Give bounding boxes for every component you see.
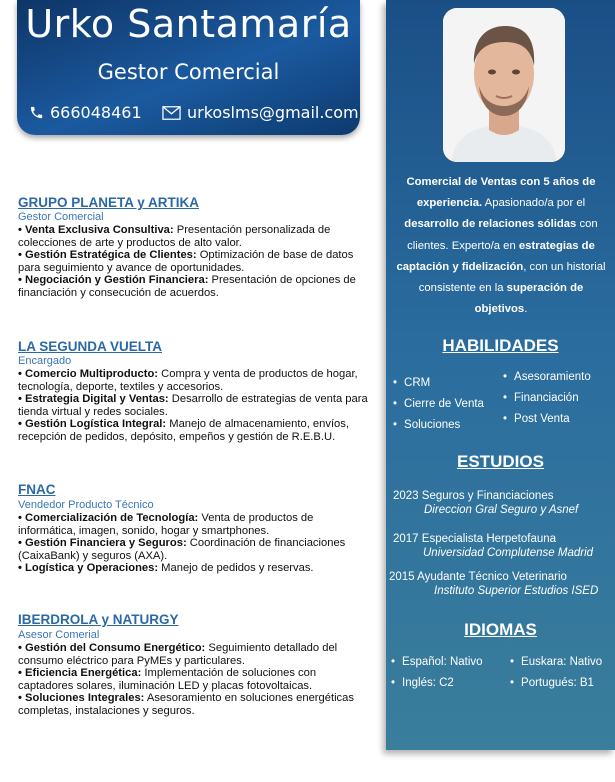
- summary-highlight: superación de objetivos: [474, 282, 584, 316]
- skills-title: HABILIDADES: [442, 336, 559, 355]
- job-item: [18, 418, 370, 443]
- job-item: [18, 667, 370, 692]
- job-item-text: Presentación personalizada de colecciones de arte y productos de alto valor.: [18, 224, 331, 249]
- phone-icon: [29, 105, 44, 120]
- job-role: Gestor Comercial: [18, 211, 104, 223]
- skill-item: • Soluciones: [393, 419, 460, 431]
- job-item-label: • Comercialización de Tecnología:: [18, 512, 199, 524]
- candidate-role: Gestor Comercial: [97, 60, 280, 84]
- education-line: 2023 Seguros y Financiaciones: [393, 490, 554, 502]
- education-line: 2017 Especialista Herpetofauna: [393, 533, 557, 545]
- skill-item: • Financiación: [503, 392, 579, 404]
- phone-contact: [29, 103, 142, 122]
- job-item-text: Implementación de soluciones con captadores solares, iluminación LED y placas fotovoltaicas.: [18, 667, 317, 692]
- job-item-text: Asesoramiento en soluciones energéticas completas, instalaciones y seguros.: [18, 692, 354, 717]
- education-item: [393, 489, 578, 517]
- email-address[interactable]: urkoslms@gmail.com: [187, 103, 359, 122]
- job-item-text: Desarrollo de estrategias de venta para tienda virtual y redes sociales.: [18, 393, 368, 418]
- candidate-name: Urko Santamaría: [25, 2, 352, 46]
- phone-number[interactable]: 666048461: [50, 103, 142, 122]
- education-institution: Direccion Gral Seguro y Asnef: [424, 504, 579, 516]
- job-item: [18, 368, 370, 393]
- job-company: IBERDROLA y NATURGY: [18, 612, 179, 627]
- job-responsibilities: [18, 512, 370, 575]
- job-item-text: Seguimiento detallado del consumo eléctrico para PyMEs y particulares.: [18, 642, 338, 667]
- sidebar: [386, 0, 615, 750]
- summary-text: , con un historial consistente en la: [418, 260, 606, 295]
- job-item-text: Manejo de almacenamiento, envíos, recepción de pedidos, depósito, empeños y gestión de R.E.B.U.: [18, 418, 349, 443]
- job-company: FNAC: [18, 482, 56, 497]
- summary-text: .: [524, 303, 528, 316]
- job-responsibilities: [18, 368, 370, 444]
- job-item: [18, 642, 370, 667]
- header-card: [17, 0, 360, 135]
- job-item: [18, 249, 370, 274]
- job-responsibilities: [18, 224, 370, 300]
- mail-icon: [162, 106, 181, 120]
- job-item-text: Compra y venta de productos de hogar, tecnología, deporte, textiles y accesorios.: [18, 368, 358, 393]
- job-item-text: Optimización de base de datos para seguimiento y avance de oportunidades.: [18, 249, 354, 274]
- summary-text: con clientes. Experto/a en: [407, 218, 598, 252]
- job-item-label: • Gestión del Consumo Energético:: [18, 642, 206, 654]
- languages-title: IDIOMAS: [464, 620, 537, 639]
- education-line: 2015 Ayudante Técnico Veterinario: [389, 571, 567, 583]
- email-contact: [162, 103, 359, 122]
- skill-item: • Post Venta: [503, 413, 570, 425]
- education-institution: Universidad Complutense Madrid: [423, 547, 594, 559]
- job-item: [18, 393, 370, 418]
- education-institution: Instituto Superior Estudios ISED: [434, 585, 599, 597]
- job-item-text: Presentación de opciones de financiación y consecución de acuerdos.: [18, 274, 356, 299]
- job-item-label: • Soluciones Integrales:: [18, 692, 145, 705]
- job-role: Encargado: [18, 355, 72, 367]
- job-company: GRUPO PLANETA y ARTIKA: [18, 195, 200, 210]
- summary-text: Apasionado/a por el: [482, 197, 586, 210]
- job-item: [18, 224, 370, 249]
- job-item-label: • Comercio Multiproducto:: [18, 368, 159, 380]
- job-item-text: Manejo de pedidos y reservas.: [158, 562, 314, 575]
- education-item: [393, 532, 593, 560]
- job-item-label: • Estrategia Digital y Ventas:: [18, 393, 169, 406]
- skill-item: • Asesoramiento: [503, 371, 591, 383]
- job-item: [18, 274, 370, 299]
- job-item: [18, 512, 370, 537]
- profile-photo: [443, 8, 565, 162]
- job-item-label: • Negociación y Gestión Financiera:: [18, 274, 209, 287]
- job-item-text: Coordinación de financiaciones (CaixaBank) y seguros (AXA).: [18, 537, 346, 562]
- job-item: [18, 562, 370, 575]
- job-role: Asesor Comerial: [18, 629, 100, 641]
- language-item: • Euskara: Nativo: [510, 656, 602, 668]
- language-item: • Portugués: B1: [510, 677, 594, 689]
- job-company: LA SEGUNDA VUELTA: [18, 339, 162, 354]
- skill-item: • Cierre de Venta: [393, 398, 484, 410]
- summary-highlight: Comercial de Ventas con 5 años de experiencia.: [406, 176, 596, 210]
- job-item-text: Venta de productos de informática, imagen, sonido, hogar y smartphones.: [18, 512, 314, 537]
- job-item-label: • Gestión Financiera y Seguros:: [18, 537, 187, 550]
- job-item-label: • Venta Exclusiva Consultiva:: [18, 224, 174, 236]
- language-item: • Inglés: C2: [391, 677, 454, 689]
- job-item: [18, 537, 370, 562]
- summary-highlight: desarrollo de relaciones sólidas: [404, 218, 577, 231]
- education-item: [389, 570, 598, 598]
- job-role: Vendedor Producto Técnico: [18, 499, 154, 511]
- job-responsibilities: [18, 642, 370, 718]
- summary-highlight: estrategias de captación y fidelización: [396, 239, 595, 273]
- professional-summary: [394, 172, 608, 320]
- job-item-label: • Eficiencia Energética:: [18, 667, 142, 680]
- language-item: • Español: Nativo: [391, 656, 483, 668]
- skill-item: • CRM: [393, 377, 430, 389]
- job-item-label: • Gestión Estratégica de Clientes:: [18, 249, 197, 262]
- job-item-label: • Logística y Operaciones:: [18, 562, 159, 575]
- job-item: [18, 692, 370, 717]
- job-item-label: • Gestión Logística Integral:: [18, 418, 167, 431]
- education-title: ESTUDIOS: [457, 452, 544, 471]
